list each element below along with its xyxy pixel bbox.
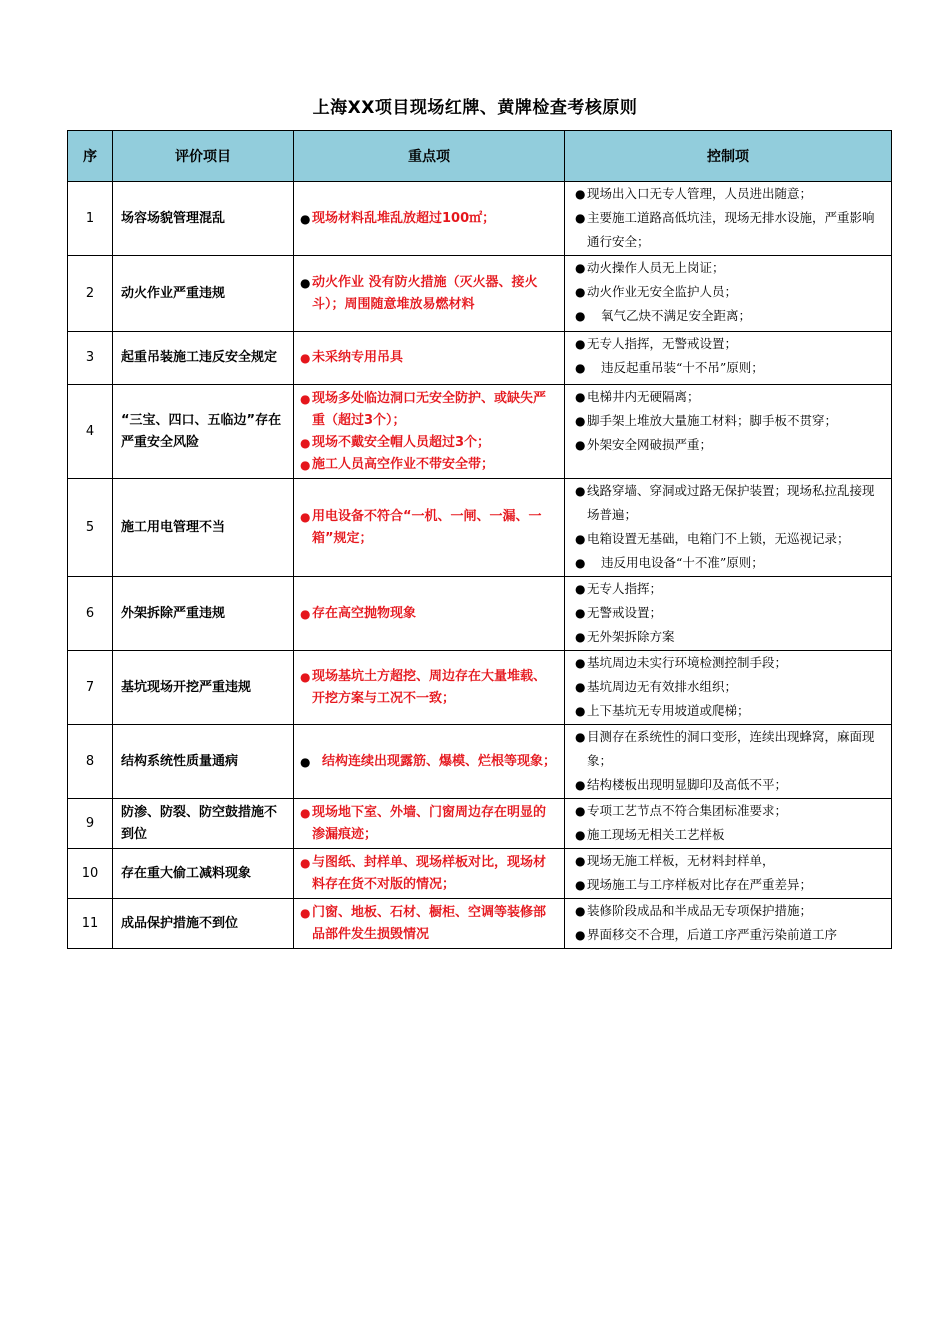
row-key: [294, 256, 565, 332]
control-point: [575, 849, 885, 873]
control-point: [575, 385, 885, 409]
table-row: [68, 725, 892, 799]
row-seq: 4: [68, 385, 113, 479]
row-seq: 5: [68, 479, 113, 577]
row-seq: 11: [68, 899, 113, 949]
bullet-icon: ●: [575, 656, 586, 670]
control-point-text: 无外架拆除方案: [587, 629, 675, 644]
bullet-icon: ●: [575, 337, 586, 351]
control-point-text: 外架安全网破损严重；: [587, 437, 713, 452]
control-point-text: 电梯井内无硬隔离；: [587, 389, 700, 404]
bullet-icon: ●: [300, 754, 311, 769]
row-item: 基坑现场开挖严重违规: [113, 651, 294, 725]
row-seq: 1: [68, 182, 113, 256]
control-point: [575, 873, 885, 897]
table-row: [68, 849, 892, 899]
bullet-icon: ●: [575, 606, 586, 620]
bullet-icon: ●: [575, 680, 586, 694]
table-row: [68, 577, 892, 651]
control-point-text: 无专人指挥，无警戒设置；: [587, 336, 738, 351]
row-key: [294, 899, 565, 949]
key-point-text: 未采纳专用吊具: [312, 350, 404, 365]
bullet-icon: ●: [575, 778, 586, 792]
bullet-icon: ●: [575, 261, 586, 275]
key-point: [300, 902, 558, 946]
key-point-text: 现场材料乱堆乱放超过100㎡；: [312, 210, 496, 226]
control-point: [575, 206, 885, 254]
table-row: [68, 332, 892, 385]
control-point: [575, 182, 885, 206]
control-point-text: 装修阶段成品和半成品无专项保护措施；: [587, 903, 813, 918]
bullet-icon: ●: [575, 285, 586, 299]
bullet-icon: ●: [575, 556, 586, 570]
key-point: [300, 272, 558, 316]
key-point: [300, 666, 558, 710]
row-item: 成品保护措施不到位: [113, 899, 294, 949]
bullet-icon: ●: [575, 532, 586, 546]
key-point-text: 结构连续出现露筋、爆模、烂根等现象；: [322, 753, 557, 769]
control-point-text: 专项工艺节点不符合集团标准要求；: [587, 803, 788, 818]
control-point-text: 基坑周边未实行环境检测控制手段；: [587, 655, 788, 670]
control-point-text: 目测存在系统性的洞口变形，连续出现蜂窝，麻面现象；: [587, 729, 875, 768]
table-row: [68, 899, 892, 949]
bullet-icon: ●: [575, 828, 586, 842]
control-point: [575, 823, 885, 847]
control-point: [575, 577, 885, 601]
row-item: 动火作业严重违规: [113, 256, 294, 332]
bullet-icon: ●: [300, 275, 311, 290]
row-seq: 10: [68, 849, 113, 899]
control-point-text: 氧气乙炔不满足安全距离；: [601, 308, 752, 323]
bullet-icon: ●: [300, 669, 311, 684]
row-item: 起重吊装施工违反安全规定: [113, 332, 294, 385]
bullet-icon: ●: [575, 187, 586, 201]
row-item: 存在重大偷工减料现象: [113, 849, 294, 899]
bullet-icon: ●: [575, 878, 586, 892]
bullet-icon: ●: [575, 414, 586, 428]
key-point: [300, 208, 558, 230]
bullet-icon: ●: [300, 211, 311, 226]
key-point: [300, 506, 558, 550]
row-item: 结构系统性质量通病: [113, 725, 294, 799]
bullet-icon: ●: [575, 309, 586, 323]
control-point: [575, 479, 885, 527]
header-key: 重点项: [294, 131, 565, 182]
row-item: 场容场貌管理混乱: [113, 182, 294, 256]
control-point: [575, 923, 885, 947]
row-control: [565, 577, 892, 651]
control-point-text: 现场出入口无专人管理，人员进出随意；: [587, 186, 813, 201]
bullet-icon: ●: [300, 606, 311, 621]
key-point-text: 现场地下室、外墙、门窗周边存在明显的渗漏痕迹；: [312, 804, 547, 842]
row-control: [565, 256, 892, 332]
control-point-text: 结构楼板出现明显脚印及高低不平；: [587, 777, 788, 792]
inspection-table: [67, 130, 892, 949]
control-point: [575, 799, 885, 823]
control-point-text: 现场施工与工序样板对比存在严重差异；: [587, 877, 813, 892]
control-point-text: 施工现场无相关工艺样板: [587, 827, 725, 842]
control-point: [575, 899, 885, 923]
row-control: [565, 849, 892, 899]
bullet-icon: ●: [300, 905, 311, 920]
row-key: [294, 182, 565, 256]
control-point-text: 线路穿墙、穿洞或过路无保护装置；现场私拉乱接现场普遍；: [587, 483, 875, 522]
bullet-icon: ●: [575, 704, 586, 718]
key-point: [300, 388, 558, 432]
row-item: “三宝、四口、五临边”存在严重安全风险: [113, 385, 294, 479]
key-point: [300, 347, 558, 369]
row-control: [565, 899, 892, 949]
row-seq: 2: [68, 256, 113, 332]
header-seq: 序: [68, 131, 113, 182]
control-point: [575, 725, 885, 773]
table-row: [68, 651, 892, 725]
bullet-icon: ●: [575, 361, 586, 375]
control-point-text: 无警戒设置；: [587, 605, 663, 620]
row-item: 外架拆除严重违规: [113, 577, 294, 651]
bullet-icon: ●: [300, 351, 311, 365]
row-control: [565, 332, 892, 385]
table-row: [68, 479, 892, 577]
row-key: [294, 849, 565, 899]
bullet-icon: ●: [575, 928, 586, 942]
row-seq: 7: [68, 651, 113, 725]
control-point: [575, 773, 885, 797]
control-point-text: 界面移交不合理，后道工序严重污染前道工序: [587, 927, 838, 942]
control-point-text: 脚手架上堆放大量施工材料；脚手板不贯穿；: [587, 413, 838, 428]
row-key: [294, 577, 565, 651]
bullet-icon: ●: [575, 730, 586, 744]
table-header-row: [68, 131, 892, 182]
control-point-text: 电箱设置无基础，电箱门不上锁，无巡视记录；: [587, 531, 850, 546]
row-key: [294, 479, 565, 577]
key-point-text: 用电设备不符合“一机、一闸、一漏、一箱”规定；: [312, 508, 542, 546]
key-point-text: 存在高空抛物现象: [312, 605, 417, 621]
key-point-text: 现场多处临边洞口无安全防护、或缺失严重（超过3个）；: [312, 390, 547, 428]
bullet-icon: ●: [575, 630, 586, 644]
bullet-icon: ●: [300, 805, 311, 820]
bullet-icon: ●: [575, 390, 586, 404]
key-point-text: 现场不戴安全帽人员超过3个；: [312, 434, 491, 450]
row-key: [294, 651, 565, 725]
key-point: [300, 603, 558, 625]
page-title: 上海XX项目现场红牌、黄牌检查考核原则: [312, 98, 638, 118]
control-point: [575, 551, 885, 575]
control-point-text: 主要施工道路高低坑洼，现场无排水设施，严重影响通行安全；: [587, 210, 875, 249]
bullet-icon: ●: [300, 457, 311, 472]
control-point-text: 动火作业无安全监护人员；: [587, 284, 738, 299]
row-key: [294, 332, 565, 385]
key-point: [300, 751, 558, 773]
row-item: 防渗、防裂、防空鼓措施不到位: [113, 799, 294, 849]
control-point-text: 动火操作人员无上岗证；: [587, 260, 725, 275]
control-point: [575, 601, 885, 625]
row-seq: 3: [68, 332, 113, 385]
header-control: 控制项: [565, 131, 892, 182]
row-control: [565, 182, 892, 256]
bullet-icon: ●: [575, 804, 586, 818]
row-key: [294, 385, 565, 479]
control-point: [575, 625, 885, 649]
key-point-text: 现场基坑土方超挖、周边存在大量堆载、开挖方案与工况不一致；: [312, 668, 547, 706]
bullet-icon: ●: [300, 391, 311, 406]
bullet-icon: ●: [575, 211, 586, 225]
control-point: [575, 332, 885, 356]
control-point-text: 无专人指挥；: [587, 581, 663, 596]
bullet-icon: ●: [575, 438, 586, 452]
row-seq: 6: [68, 577, 113, 651]
control-point: [575, 699, 885, 723]
control-point: [575, 651, 885, 675]
bullet-icon: ●: [575, 582, 586, 596]
key-point: [300, 454, 558, 476]
row-control: [565, 479, 892, 577]
row-item: 施工用电管理不当: [113, 479, 294, 577]
control-point: [575, 433, 885, 457]
row-control: [565, 385, 892, 479]
key-point-text: 与图纸、封样单、现场样板对比，现场材料存在货不对版的情况；: [312, 854, 547, 892]
bullet-icon: ●: [575, 484, 586, 498]
row-seq: 9: [68, 799, 113, 849]
control-point: [575, 527, 885, 551]
table-row: [68, 799, 892, 849]
bullet-icon: ●: [300, 435, 311, 450]
control-point-text: 基坑周边无有效排水组织；: [587, 679, 738, 694]
control-point: [575, 409, 885, 433]
header-item: 评价项目: [113, 131, 294, 182]
control-point: [575, 675, 885, 699]
table-row: [68, 256, 892, 332]
row-key: [294, 725, 565, 799]
table-row: [68, 385, 892, 479]
bullet-icon: ●: [300, 509, 311, 524]
table-row: [68, 182, 892, 256]
key-point-text: 施工人员高空作业不带安全带；: [312, 456, 495, 472]
row-control: [565, 799, 892, 849]
row-key: [294, 799, 565, 849]
key-point: [300, 802, 558, 846]
control-point: [575, 256, 885, 280]
row-control: [565, 725, 892, 799]
row-control: [565, 651, 892, 725]
control-point-text: 上下基坑无专用坡道或爬梯；: [587, 703, 750, 718]
control-point-text: 现场无施工样板，无材料封样单，: [587, 853, 775, 868]
bullet-icon: ●: [300, 855, 311, 870]
control-point-text: 违反用电设备“十不准”原则；: [601, 555, 764, 570]
bullet-icon: ●: [575, 904, 586, 918]
control-point-text: 违反起重吊装“十不吊”原则；: [601, 360, 764, 375]
key-point-text: 门窗、地板、石材、橱柜、空调等装修部品部件发生损毁情况: [312, 904, 547, 942]
control-point: [575, 280, 885, 304]
key-point-text: 动火作业 没有防火措施（灭火器、接火斗）；周围随意堆放易燃材料: [312, 274, 538, 312]
key-point: [300, 852, 558, 896]
key-point: [300, 432, 558, 454]
control-point: [575, 304, 885, 328]
row-seq: 8: [68, 725, 113, 799]
control-point: [575, 356, 885, 380]
bullet-icon: ●: [575, 854, 586, 868]
